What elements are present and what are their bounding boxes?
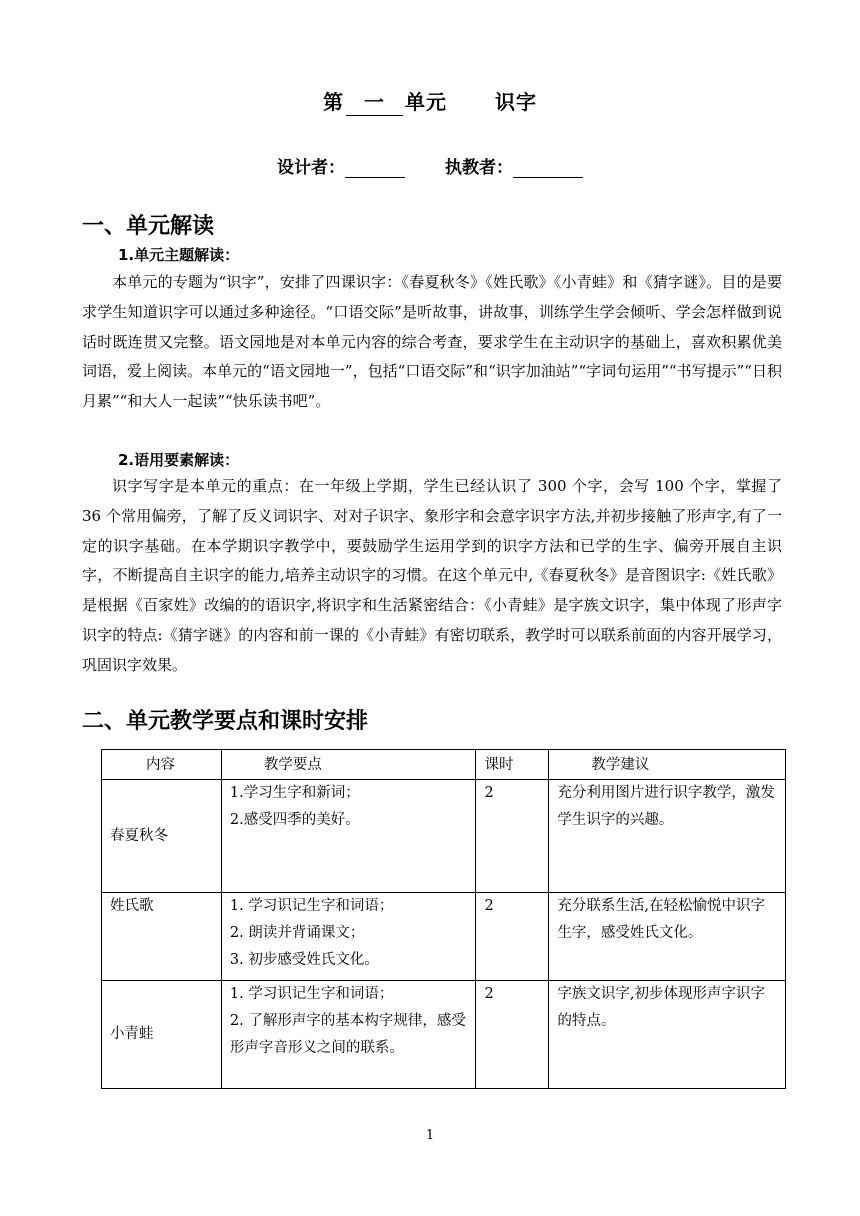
row-content: 春夏秋冬 [102, 780, 222, 893]
header-hours: 课时 [476, 750, 549, 780]
row-hours: 2 [476, 981, 549, 1089]
row-points [221, 981, 476, 1089]
title-prefix: 第 [323, 90, 344, 114]
section1-heading: 一、单元解读 [82, 214, 215, 239]
point-line: 2. 了解形声字的基本构字规律，感受形声字音形义之间的联系。 [229, 1013, 466, 1056]
point-line: 2. 朗读并背诵课文； [229, 925, 365, 941]
title-suffix: 单元 [405, 90, 447, 114]
header-advice: 教学建议 [549, 750, 786, 780]
table-row [102, 780, 786, 893]
row-points [221, 780, 476, 893]
section2-heading: 二、单元教学要点和课时安排 [82, 709, 369, 734]
point-line: 2.感受四季的美好。 [229, 812, 360, 828]
page-number: 1 [425, 1128, 435, 1143]
sub1-paragraph: 本单元的专题为“识字”，安排了四课识字：《春夏秋冬》《姓氏歌》《小青蛙》和《猜字谜》。目的是要求学生知道识字可以通过多种途径。“口语交际”是听故事，讲故事，训练学生学会倾听、学会怎样做到说话时既连贯又完整。语文园地是对本单元内容的综合考查，要求学生在主动识字的基础上，喜欢积累优美词语，爱上阅读。本单元的“语文园地一”，包括“口语交际”和“识字加油站”“字词句运用”“书写提示”“日积月累”“和大人一起读”“快乐读书吧”。 [82, 273, 782, 411]
unit-number: 一 [346, 86, 403, 116]
lesson-plan-table [101, 749, 786, 1089]
row-advice: 充分利用图片进行识字教学，激发学生识字的兴趣。 [549, 780, 786, 893]
row-advice: 字族文识字,初步体现形声字识字的特点。 [549, 981, 786, 1089]
author-line [0, 153, 860, 178]
row-points [221, 893, 476, 981]
designer-label: 设计者： [277, 158, 345, 178]
sub1-title: 1.单元主题解读： [118, 246, 240, 264]
teacher-blank [513, 157, 583, 178]
table-row [102, 981, 786, 1089]
sub2-title: 2.语用要素解读： [118, 451, 240, 469]
table-header-row [102, 750, 786, 780]
row-content: 小青蛙 [102, 981, 222, 1089]
sub2-paragraph: 识字写字是本单元的重点：在一年级上学期，学生已经认识了 300 个字，会写 100 个字，掌握了 36 个常用偏旁，了解了反义词识字、对对子识字、象形字和会意字识字方法,并初步接触了形声字,有了一定的识字基础。在本学期识字教学中，要鼓励学生运用学到的识字方法和已学的生字、偏旁开展自主识字，不断提高自主识字的能力,培养主动识字的习惯。在这个单元中,《春夏秋冬》是音图识字:《姓氏歌》是根据《百家姓》改编的的语识字,将识字和生活紧密结合：《小青蛙》是字族文识字，集中体现了形声字识字的特点:《猜字谜》的内容和前一课的《小青蛙》有密切联系，教学时可以联系前面的内容开展学习，巩固识字效果。 [82, 477, 782, 674]
unit-title [0, 86, 860, 116]
point-line: 1. 学习识记生字和词语； [229, 898, 394, 914]
unit-name: 识字 [495, 90, 537, 114]
row-hours: 2 [476, 893, 549, 981]
point-line: 1. 学习识记生字和词语； [229, 986, 394, 1002]
row-content: 姓氏歌 [102, 893, 222, 981]
teacher-label: 执教者： [445, 158, 513, 178]
header-content: 内容 [102, 750, 222, 780]
row-advice: 充分联系生活,在轻松愉悦中识字生字，感受姓氏文化。 [549, 893, 786, 981]
designer-blank [345, 157, 405, 178]
table-row [102, 893, 786, 981]
point-line: 3. 初步感受姓氏文化。 [229, 952, 379, 968]
row-hours: 2 [476, 780, 549, 893]
point-line: 1.学习生字和新词； [229, 785, 360, 801]
header-points: 教学要点 [221, 750, 476, 780]
